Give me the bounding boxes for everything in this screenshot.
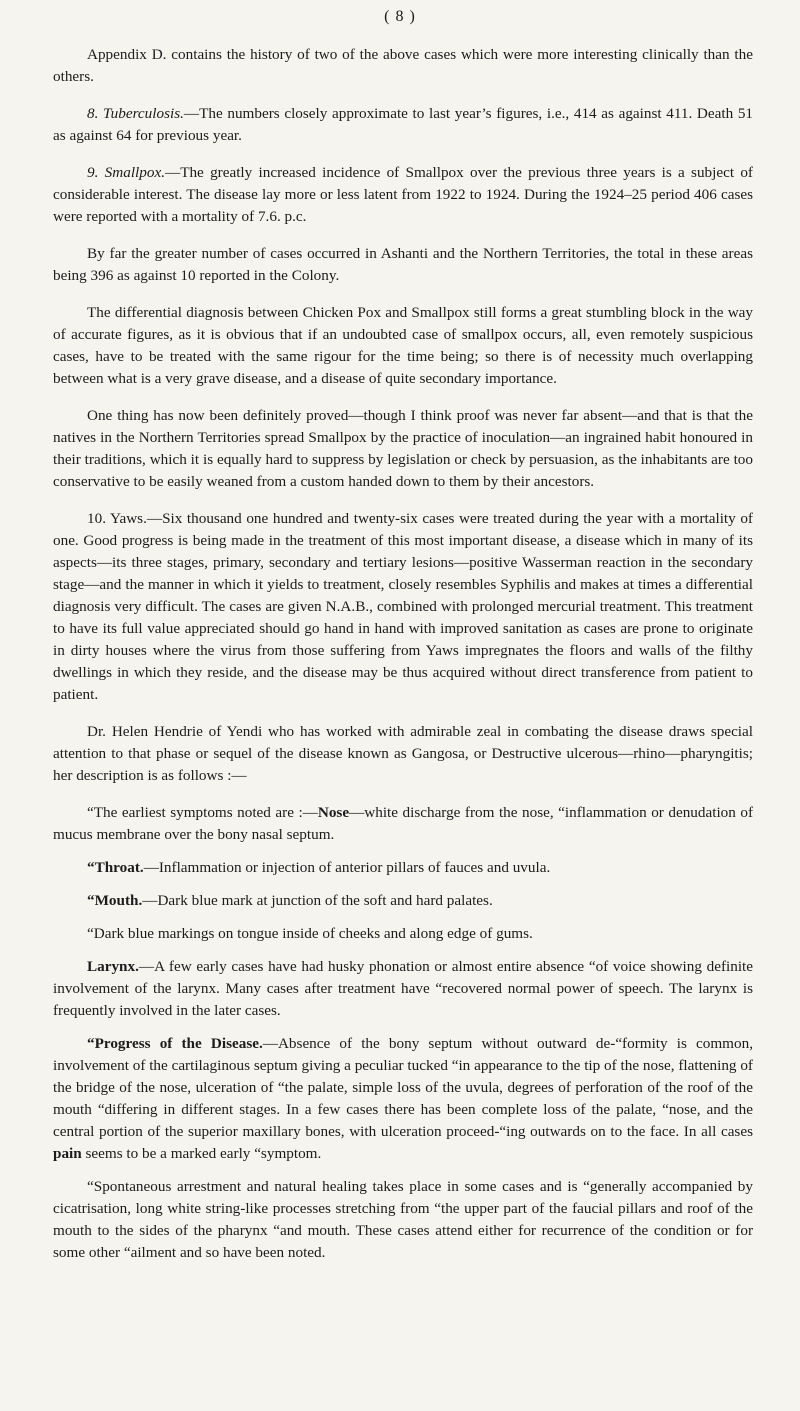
- quote-nose: “The earliest symptoms noted are :—Nose—white discharge from the nose, “inflammation or denudation of mucus membrane over the bony nasal septum.: [53, 804, 753, 843]
- quote-heading-nose: Nose: [317, 804, 350, 821]
- quote-heading-larynx: Larynx.: [87, 958, 139, 975]
- paragraph-tuberculosis: 8. Tuberculosis.—The numbers closely approximate to last year’s figures, i.e., 414 as against 411. Death 51 as against 64 for previous year.: [53, 105, 754, 144]
- paragraph-gangosa: Dr. Helen Hendrie of Yendi who has worked with admirable zeal in combating the disease draws special attention to that phase or sequel of the disease known as Gangosa, or Destructive ulcerous—rhino—pharyngitis; her description is as follows :—: [53, 723, 753, 784]
- section-heading-smallpox: 9. Smallpox.: [87, 164, 165, 181]
- paragraph-inoculation: One thing has now been definitely proved—though I think proof was never far absent—and that is that the natives in the Northern Territories spread Smallpox by the practice of inoculation—an ingrained habit honoured in their traditions, which it is equally hard to suppress by legislation or check by persuasion, as the inhabitants are too conservative to be easily weaned from a custom handed down to them by their ancestors.: [53, 407, 753, 490]
- quote-tongue: “Dark blue markings on tongue inside of cheeks and along edge of gums.: [87, 925, 533, 942]
- quote-spontaneous-arrestment: “Spontaneous arrestment and natural healing takes place in some cases and is “generally accompanied by cicatrisation, long white string-like processes stretching from “the upper part of the faucial pillars and roof of the mouth to the sides of the pharynx “and mouth. These cases attend either for recurrence of the condition or for some other “ailment and so have been noted.: [53, 1178, 753, 1261]
- quote-heading-progress: “Progress of the Disease.: [87, 1035, 263, 1052]
- page-number: ( 8 ): [384, 8, 416, 25]
- quote-larynx: Larynx.—A few early cases have had husky phonation or almost entire absence “of voice showing definite involvement of the larynx. Many cases after treatment have “recovered normal power of speech. The larynx is frequently involved in the later cases.: [53, 958, 753, 1019]
- section-heading-tuberculosis: 8. Tuberculosis.: [87, 105, 184, 122]
- page-body: [53, 44, 753, 1275]
- quote-progress: “Progress of the Disease.—Absence of the bony septum without outward de-“formity is common, involvement of the cartilaginous septum giving a peculiar tucked “in appearance to the tip of the nose, flattening of the bridge of the nose, ulceration of “the palate, simple loss of the uvula, degrees of perforation of the roof of the mouth “differing in different stages. In a few cases there has been complete loss of the palate, “nose, and the central portion of the superior maxillary bones, with ulceration proceed-“ing outwards on to the face. In all cases pain seems to be a marked early “symptom.: [53, 1035, 753, 1162]
- quote-throat: “Throat.—Inflammation or injection of anterior pillars of fauces and uvula.: [87, 859, 551, 876]
- paragraph-smallpox-areas: By far the greater number of cases occurred in Ashanti and the Northern Territories, the total in these areas being 396 as against 10 reported in the Colony.: [53, 245, 753, 284]
- paragraph-yaws: 10. Yaws.—Six thousand one hundred and twenty-six cases were treated during the year with a mortality of one. Good progress is being made in the treatment of this most important disease, a disease which in many of its aspects—its three stages, primary, secondary and tertiary lesions—positive Wasserman reaction in the secondary stage—and the manner in which it yields to treatment, closely resembles Syphilis and makes at times a differential diagnosis very difficult. The cases are given N.A.B., combined with prolonged mercurial treatment. This treatment to have its full value appreciated should go hand in hand with improved sanitation as cases are prone to originate in dirty houses where the virus from those suffering from Yaws impregnates the floors and walls of the filthy dwellings in which they reside, and the disease may be thus acquired without direct transference from patient to patient.: [53, 510, 753, 703]
- paragraph-smallpox: 9. Smallpox.—The greatly increased incidence of Smallpox over the previous three years is a subject of considerable interest. The disease lay more or less latent from 1922 to 1924. During the 1924–25 period 406 cases were reported with a mortality of 7.6. p.c.: [53, 164, 753, 225]
- quote-heading-mouth: “Mouth.: [87, 892, 143, 909]
- quote-mouth: “Mouth.—Dark blue mark at junction of the soft and hard palates.: [87, 892, 493, 909]
- section-heading-yaws: 10. Yaws.: [87, 510, 147, 527]
- emphasis-pain: pain: [53, 1145, 82, 1162]
- paragraph-differential-diagnosis: The differential diagnosis between Chicken Pox and Smallpox still forms a great stumbling block in the way of accurate figures, as it is obvious that if an undoubted case of smallpox occurs, all, even remotely suspicious cases, have to be treated with the same rigour for the time being; so there is of necessity much overlapping between what is a very grave disease, and a disease of quite secondary importance.: [53, 304, 753, 387]
- quote-heading-throat: “Throat.: [87, 859, 144, 876]
- paragraph-appendix: Appendix D. contains the history of two of the above cases which were more interesting clinically than the others.: [53, 46, 753, 85]
